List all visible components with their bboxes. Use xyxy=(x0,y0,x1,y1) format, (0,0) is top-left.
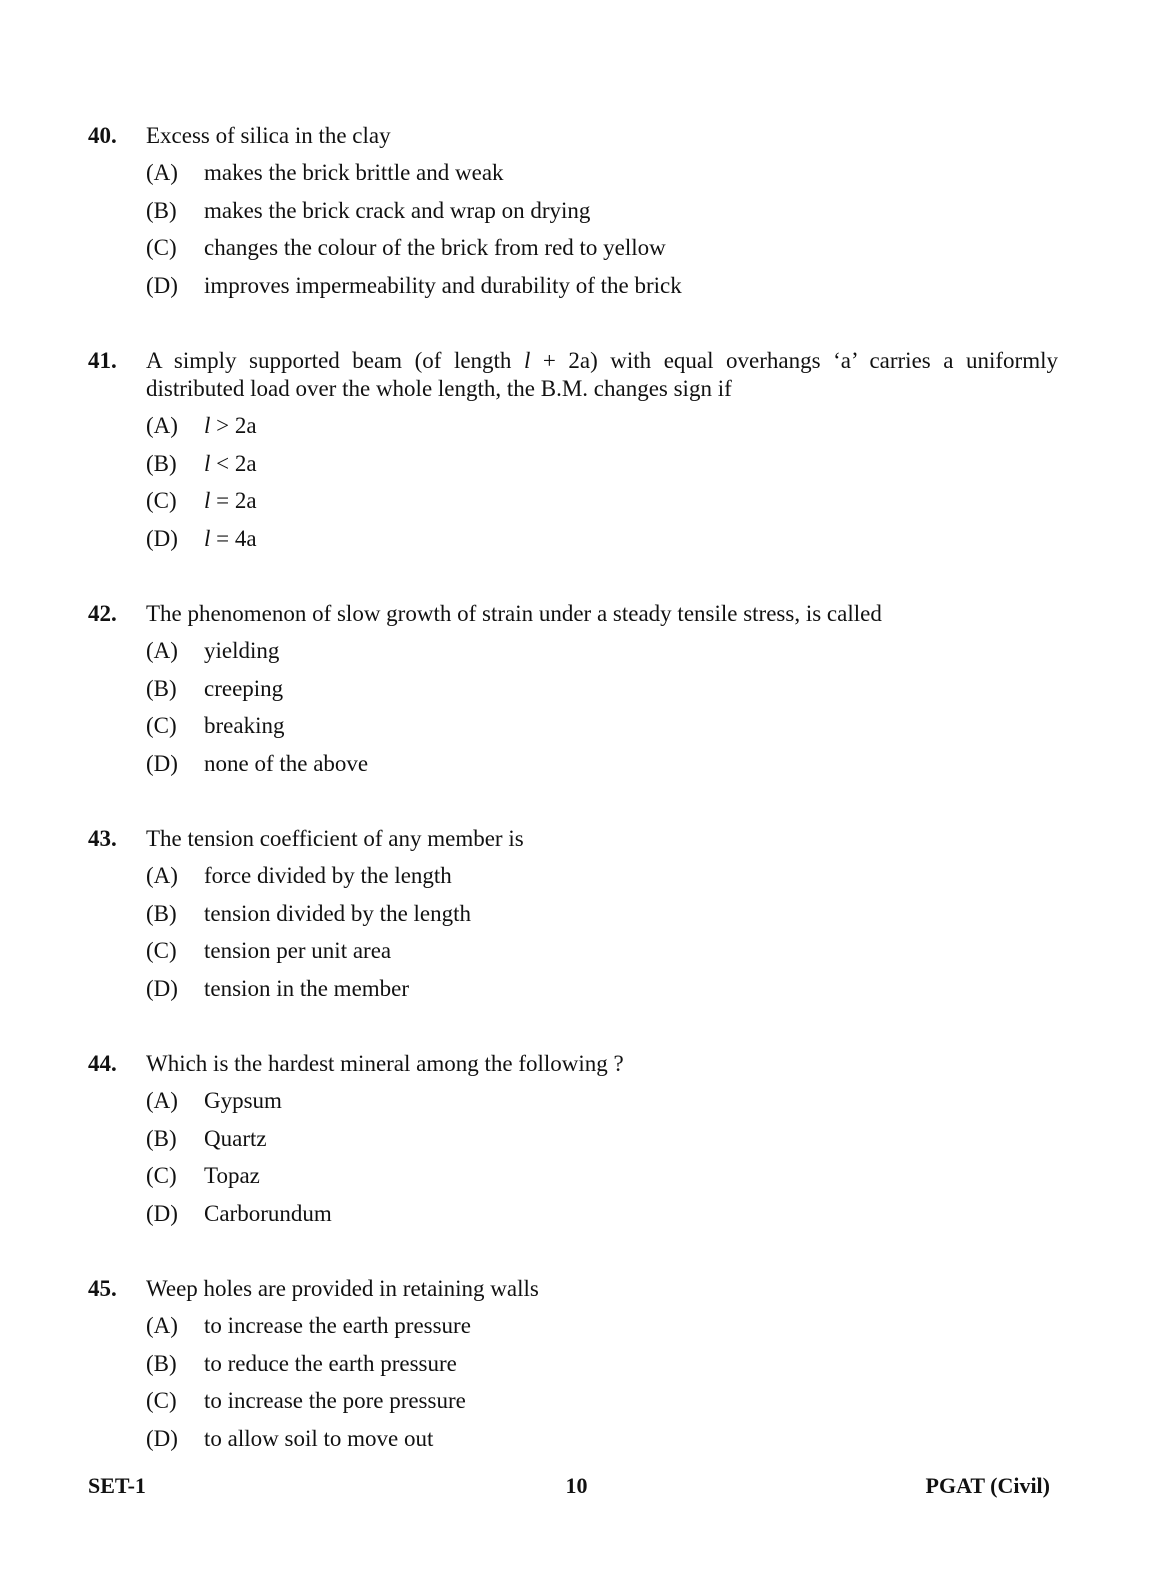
option-a xyxy=(146,159,1058,197)
option-label: (D) xyxy=(146,1425,178,1451)
question-text: Weep holes are provided in retaining walls xyxy=(146,1276,539,1301)
options-list xyxy=(146,637,1058,787)
question-number: 42. xyxy=(88,601,117,626)
length-variable: l xyxy=(204,450,211,476)
option-text xyxy=(204,412,257,440)
option-b xyxy=(146,197,1058,235)
option-c xyxy=(146,1162,1058,1200)
option-expression: = 2a xyxy=(210,488,257,514)
question-text: Which is the hardest mineral among the following ? xyxy=(146,1051,624,1076)
option-d xyxy=(146,975,1058,1013)
option-label: (D) xyxy=(146,525,178,551)
question-number: 41. xyxy=(88,348,117,373)
option-label: (A) xyxy=(146,1313,178,1338)
question-text: The phenomenon of slow growth of strain under a steady tensile stress, is called xyxy=(146,601,882,626)
option-c xyxy=(146,712,1058,750)
option-text: tension in the member xyxy=(204,975,410,1001)
question-number: 44. xyxy=(88,1051,117,1076)
option-d xyxy=(146,525,1058,563)
option-label: (C) xyxy=(146,713,177,739)
options-list xyxy=(146,862,1058,1012)
option-label: (C) xyxy=(146,1388,177,1414)
option-text: force divided by the length xyxy=(204,863,452,888)
length-variable: l xyxy=(204,525,211,551)
option-text: Topaz xyxy=(204,1163,260,1189)
length-variable: l xyxy=(204,488,211,514)
option-label: (A) xyxy=(146,863,178,888)
options-list xyxy=(146,412,1058,562)
option-label: (D) xyxy=(146,750,178,776)
option-a xyxy=(146,1087,1058,1125)
option-text: creeping xyxy=(204,675,284,701)
option-d xyxy=(146,750,1058,788)
option-b xyxy=(146,900,1058,938)
options-list xyxy=(146,159,1058,309)
footer-page-number: 10 xyxy=(565,1473,588,1498)
option-expression: > 2a xyxy=(210,413,257,438)
option-text: to increase the pore pressure xyxy=(204,1388,466,1414)
footer-set-label: SET-1 xyxy=(88,1473,146,1498)
option-text: changes the colour of the brick from red to yellow xyxy=(204,235,666,261)
option-label: (C) xyxy=(146,488,177,514)
option-label: (A) xyxy=(146,638,178,663)
option-a xyxy=(146,862,1058,900)
option-c xyxy=(146,937,1058,975)
option-text: makes the brick brittle and weak xyxy=(204,160,504,185)
option-expression: < 2a xyxy=(210,450,257,476)
option-label: (B) xyxy=(146,675,177,701)
option-a xyxy=(146,412,1058,450)
footer-exam-name: PGAT (Civil) xyxy=(925,1473,1050,1498)
option-label: (B) xyxy=(146,1125,177,1151)
question-number: 45. xyxy=(88,1276,117,1301)
question-text: The tension coefficient of any member is xyxy=(146,826,524,851)
question-42 xyxy=(88,600,1058,787)
option-label: (B) xyxy=(146,900,177,926)
option-text: Carborundum xyxy=(204,1200,332,1226)
option-text: to increase the earth pressure xyxy=(204,1313,471,1338)
option-c xyxy=(146,1387,1058,1425)
question-number: 40. xyxy=(88,123,117,148)
option-d xyxy=(146,1200,1058,1238)
question-text-part: + 2a) with equal overhangs ‘a’ carries a uniformly distributed load over the whole length, the B.M. changes sign if xyxy=(146,348,1058,401)
option-label: (B) xyxy=(146,1350,177,1376)
option-text: Gypsum xyxy=(204,1088,282,1113)
options-list xyxy=(146,1312,1058,1462)
option-label: (A) xyxy=(146,1088,178,1113)
option-text: makes the brick crack and wrap on drying xyxy=(204,197,591,223)
option-text xyxy=(204,450,257,478)
option-text: to allow soil to move out xyxy=(204,1425,434,1451)
question-43 xyxy=(88,825,1058,1012)
option-a xyxy=(146,637,1058,675)
option-label: (C) xyxy=(146,1163,177,1189)
question-41 xyxy=(88,347,1058,562)
option-expression: = 4a xyxy=(210,525,257,551)
option-text: to reduce the earth pressure xyxy=(204,1350,457,1376)
option-label: (C) xyxy=(146,938,177,964)
option-label: (D) xyxy=(146,1200,178,1226)
option-label: (C) xyxy=(146,235,177,261)
option-b xyxy=(146,450,1058,488)
option-b xyxy=(146,675,1058,713)
option-label: (A) xyxy=(146,413,178,438)
question-45 xyxy=(88,1275,1058,1462)
option-text: improves impermeability and durability of the brick xyxy=(204,272,682,298)
option-d xyxy=(146,272,1058,310)
option-c xyxy=(146,487,1058,525)
question-text: Excess of silica in the clay xyxy=(146,123,391,148)
length-variable: l xyxy=(523,348,531,373)
option-label: (A) xyxy=(146,160,178,185)
option-text xyxy=(204,487,257,515)
option-text xyxy=(204,525,257,553)
option-c xyxy=(146,234,1058,272)
question-44 xyxy=(88,1050,1058,1237)
option-text: tension divided by the length xyxy=(204,900,472,926)
question-number: 43. xyxy=(88,826,117,851)
option-label: (B) xyxy=(146,450,177,476)
length-variable: l xyxy=(204,413,211,438)
option-label: (D) xyxy=(146,272,178,298)
option-a xyxy=(146,1312,1058,1350)
question-text-part: A simply supported beam (of length xyxy=(146,348,524,373)
option-label: (D) xyxy=(146,975,178,1001)
question-text xyxy=(146,347,1058,403)
option-label: (B) xyxy=(146,197,177,223)
options-list xyxy=(146,1087,1058,1237)
option-text: breaking xyxy=(204,713,285,739)
option-d xyxy=(146,1425,1058,1463)
option-b xyxy=(146,1350,1058,1388)
option-text: none of the above xyxy=(204,750,369,776)
option-text: tension per unit area xyxy=(204,938,392,964)
option-text: yielding xyxy=(204,638,280,663)
question-40 xyxy=(88,122,1058,309)
option-b xyxy=(146,1125,1058,1163)
option-text: Quartz xyxy=(204,1125,267,1151)
